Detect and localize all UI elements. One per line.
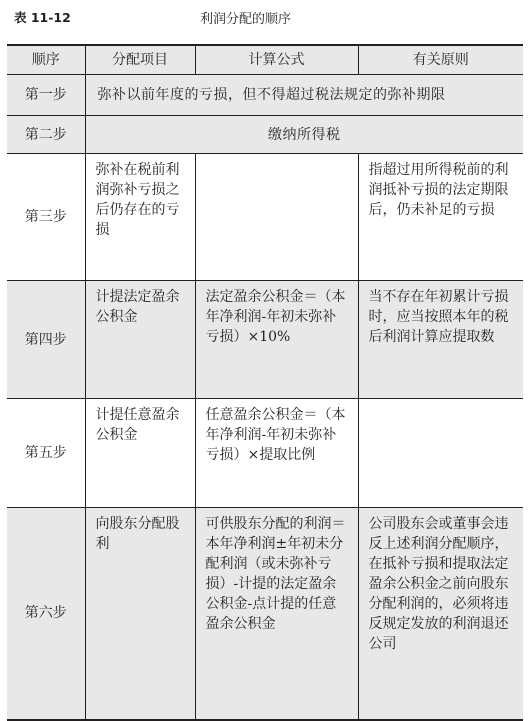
header-principle: 有关原则 bbox=[358, 45, 523, 75]
item-cell: 弥补在税前利润弥补亏损之后仍存在的亏损 bbox=[85, 154, 195, 281]
header-item: 分配项目 bbox=[85, 45, 195, 75]
formula-cell: 可供股东分配的利润＝本年净利润±年初未分配利润（或未弥补亏损）-计提的法定盈余公积金-点计提的任意盈余公积金 bbox=[195, 508, 358, 720]
principle-cell bbox=[358, 399, 523, 508]
principle-cell: 当不存在年初累计亏损时，应当按照本年的税后利润计算应提取数 bbox=[358, 281, 523, 399]
header-row bbox=[7, 45, 523, 75]
step-cell: 第一步 bbox=[7, 75, 85, 116]
formula-cell: 任意盈余公积金＝（本年净利润-年初未弥补亏损）×提取比例 bbox=[195, 399, 358, 508]
table-caption bbox=[14, 8, 515, 32]
table-title: 利润分配的顺序 bbox=[200, 12, 292, 27]
header-formula: 计算公式 bbox=[195, 45, 358, 75]
table-row bbox=[7, 116, 523, 154]
step-cell: 第五步 bbox=[7, 399, 85, 508]
step-cell: 第二步 bbox=[7, 116, 85, 154]
merged-cell: 弥补以前年度的亏损，但不得超过税法规定的弥补期限 bbox=[85, 75, 523, 116]
item-cell: 计提任意盈余公积金 bbox=[85, 399, 195, 508]
step-cell: 第四步 bbox=[7, 281, 85, 399]
step-cell: 第三步 bbox=[7, 154, 85, 281]
header-order: 顺序 bbox=[7, 45, 85, 75]
step-cell: 第六步 bbox=[7, 508, 85, 720]
principle-cell: 指超过用所得税前的利润抵补亏损的法定期限后，仍未补足的亏损 bbox=[358, 154, 523, 281]
profit-distribution-table bbox=[7, 44, 523, 721]
table-row bbox=[7, 281, 523, 399]
item-cell: 向股东分配股利 bbox=[85, 508, 195, 720]
formula-cell bbox=[195, 154, 358, 281]
principle-cell: 公司股东会或董事会违反上述利润分配顺序，在抵补亏损和提取法定盈余公积金之前向股东分配利润的，必须将违反规定发放的利润退还公司 bbox=[358, 508, 523, 720]
table-row bbox=[7, 399, 523, 508]
table-number: 表 11-12 bbox=[14, 10, 71, 25]
item-cell: 计提法定盈余公积金 bbox=[85, 281, 195, 399]
table-row bbox=[7, 75, 523, 116]
formula-cell: 法定盈余公积金＝（本年净利润-年初未弥补亏损）×10% bbox=[195, 281, 358, 399]
table-row bbox=[7, 508, 523, 720]
merged-cell: 缴纳所得税 bbox=[85, 116, 523, 154]
table-row bbox=[7, 154, 523, 281]
